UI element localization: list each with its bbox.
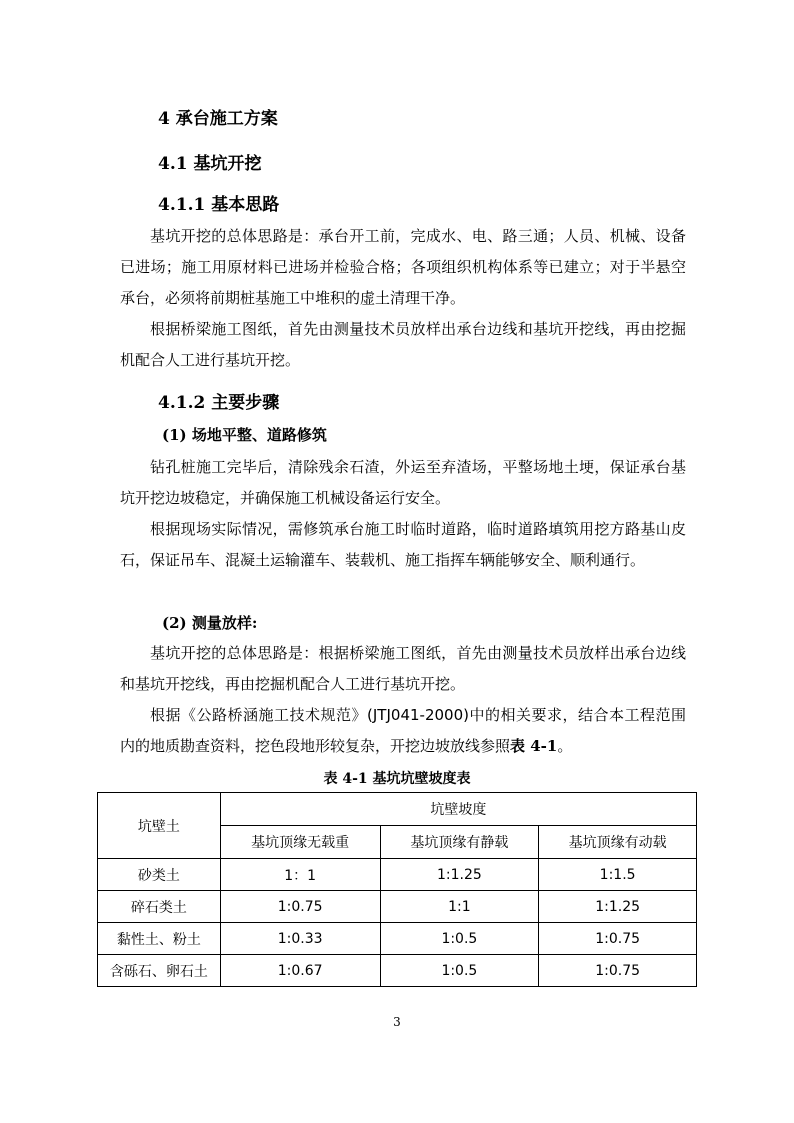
table-reference: 表 4-1	[510, 737, 558, 755]
table-cell: 1:1.25	[380, 859, 539, 891]
spec-reference-text: 根据《公路桥涵施工技术规范》(JTJ041-2000)中的相关要求，结合本工程范围内的地质勘查资料，挖色段地形较复杂，开挖边坡放线参照	[120, 706, 686, 755]
table-cell: 1:0.75	[220, 891, 380, 923]
table-cell: 1:1.5	[539, 859, 697, 891]
table-row	[98, 955, 697, 987]
paragraph-drawing-layout: 根据桥梁施工图纸，首先由测量技术员放样出承台边线和基坑开挖线，再由挖掘机配合人工进行基坑开挖。	[120, 320, 686, 369]
table-cell: 含砾石、卵石土	[98, 955, 221, 987]
table-row	[98, 891, 697, 923]
table-cell: 1:1	[380, 891, 539, 923]
subheading-site-leveling: (1) 场地平整、道路修筑	[162, 426, 327, 444]
header-slope-group: 坑壁坡度	[220, 793, 696, 826]
spec-reference-end: 。	[557, 737, 573, 755]
table-cell: 砂类土	[98, 859, 221, 891]
section-heading-4: 4 承台施工方案	[158, 109, 278, 129]
table-cell: 1:0.33	[220, 923, 380, 955]
table-cell: 1:1.25	[539, 891, 697, 923]
paragraph-temporary-road: 根据现场实际情况，需修筑承台施工时临时道路，临时道路填筑用挖方路基山皮石，保证吊车、混凝土运输灌车、装载机、施工指挥车辆能够安全、顺利通行。	[120, 520, 686, 569]
subheading-survey-layout: (2) 测量放样:	[162, 614, 258, 632]
header-no-load: 基坑顶缘无载重	[220, 826, 380, 859]
header-static-load: 基坑顶缘有静载	[380, 826, 539, 859]
slope-table	[97, 792, 697, 987]
table-cell: 1:0.75	[539, 923, 697, 955]
page-number: 3	[393, 1015, 401, 1029]
section-heading-4-1: 4.1 基坑开挖	[158, 154, 262, 174]
table-cell: 黏性土、粉土	[98, 923, 221, 955]
table-cell: 1:0.5	[380, 923, 539, 955]
table-cell: 1：1	[220, 859, 380, 891]
paragraph-survey-idea: 基坑开挖的总体思路是：根据桥梁施工图纸，首先由测量技术员放样出承台边线和基坑开挖线，再由挖掘机配合人工进行基坑开挖。	[120, 644, 686, 693]
table-caption: 表 4-1 基坑坑壁坡度表	[323, 771, 471, 787]
table-cell: 1:0.75	[539, 955, 697, 987]
table-cell: 1:0.5	[380, 955, 539, 987]
table-row	[98, 923, 697, 955]
section-heading-4-1-1: 4.1.1 基本思路	[158, 195, 280, 215]
header-soil-type: 坑壁土	[98, 793, 221, 859]
section-heading-4-1-2: 4.1.2 主要步骤	[158, 393, 280, 413]
paragraph-site-cleanup: 钻孔桩施工完毕后，清除残余石渣，外运至弃渣场，平整场地土埂，保证承台基坑开挖边坡稳定，并确保施工机械设备运行安全。	[120, 458, 686, 507]
paragraph-spec-reference	[120, 700, 686, 762]
table-row	[98, 859, 697, 891]
table-cell: 碎石类土	[98, 891, 221, 923]
header-dynamic-load: 基坑顶缘有动载	[539, 826, 697, 859]
paragraph-basic-idea: 基坑开挖的总体思路是：承台开工前，完成水、电、路三通；人员、机械、设备已进场；施工用原材料已进场并检验合格；各项组织机构体系等已建立；对于半悬空承台，必须将前期桩基施工中堆积的虚土清理干净。	[120, 227, 686, 307]
table-cell: 1:0.67	[220, 955, 380, 987]
